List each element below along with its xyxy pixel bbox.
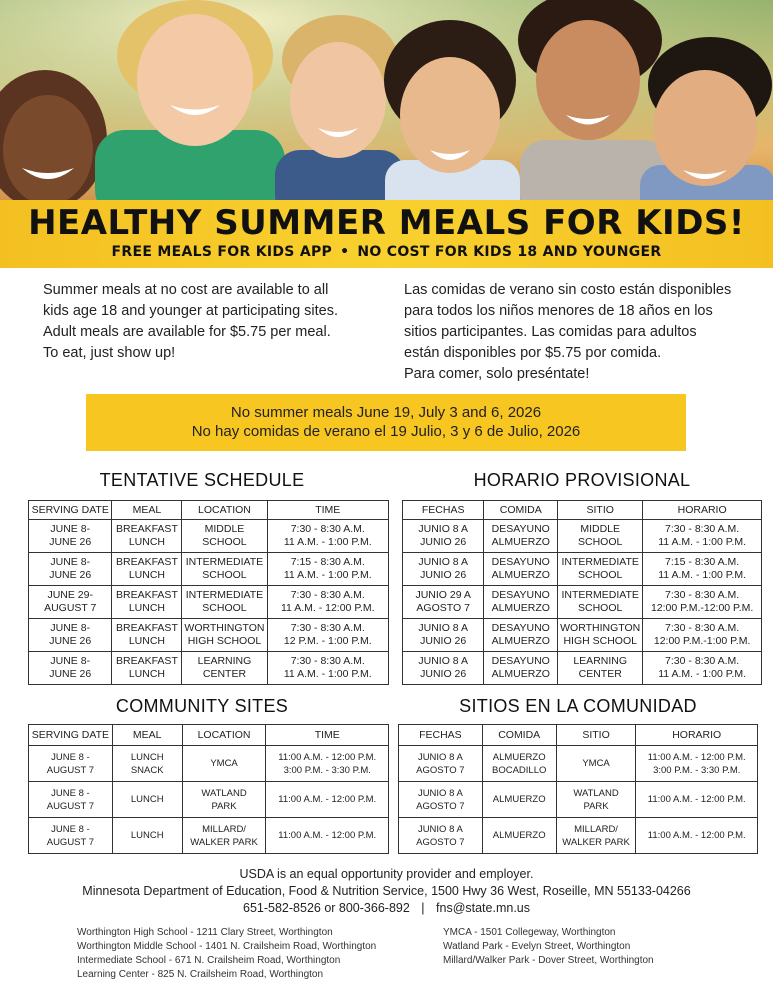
cell-line: LEARNING <box>573 655 628 667</box>
sitios-comunidad-title: SITIOS EN LA COMUNIDAD <box>459 696 697 716</box>
cell-meal <box>112 818 182 854</box>
cell-line: 11 A.M. - 1:00 P.M. <box>283 536 372 548</box>
cell-date <box>403 520 484 553</box>
cell-line: SNACK <box>130 764 164 776</box>
cell-line: WORTHINGTON <box>560 622 641 634</box>
cell-meal <box>484 619 558 652</box>
cell-date <box>399 818 483 854</box>
cell-line: JUNIO 8 A <box>417 751 463 763</box>
cell-time <box>266 782 389 818</box>
park-addresses <box>443 926 654 968</box>
column-header-time: HORARIO <box>643 501 762 520</box>
intro-line: Para comer, solo preséntate! <box>404 366 590 382</box>
table-row <box>403 553 762 586</box>
cell-line: SCHOOL <box>578 602 623 614</box>
cell-line: SCHOOL <box>578 569 623 581</box>
column-header-location: SITIO <box>556 725 636 746</box>
subtitle-left: FREE MEALS FOR KIDS APP <box>111 244 333 260</box>
cell-line: JUNE 8 - <box>51 751 90 763</box>
cell-line: AUGUST 7 <box>46 800 95 812</box>
cell-line: 7:30 - 8:30 A.M. <box>290 622 365 634</box>
cell-meal <box>484 553 558 586</box>
cell-line: AGOSTO 7 <box>416 602 470 614</box>
sitios-comunidad-table <box>398 724 758 854</box>
cell-location <box>182 818 266 854</box>
cell-line: ALMUERZO <box>491 536 550 548</box>
cell-line: 11 A.M. - 1:00 P.M. <box>658 668 746 680</box>
cell-line: DESAYUNO <box>491 622 550 634</box>
cell-line: DESAYUNO <box>491 589 550 601</box>
cell-line: CENTER <box>578 668 622 680</box>
intro-line: Las comidas de verano sin costo están disponibles <box>404 282 732 298</box>
cell-meal <box>112 619 182 652</box>
horario-provisional-title: HORARIO PROVISIONAL <box>473 470 691 490</box>
cell-date <box>29 619 112 652</box>
cell-date <box>29 746 113 782</box>
cell-line: 12:00 P.M.-1:00 P.M. <box>653 635 751 647</box>
address-line: Intermediate School - 671 N. Crailsheim Road, Worthington <box>77 955 341 966</box>
cell-line: INTERMEDIATE <box>185 589 264 601</box>
cell-location <box>182 586 267 619</box>
column-header-meal: MEAL <box>112 501 182 520</box>
cell-time <box>643 586 762 619</box>
table-row <box>29 619 389 652</box>
cell-meal <box>112 520 182 553</box>
cell-line: SCHOOL <box>202 536 247 548</box>
table-row <box>403 520 762 553</box>
cell-line: JUNIO 8 A <box>418 622 468 634</box>
cell-date <box>29 586 112 619</box>
column-header-date: FECHAS <box>399 725 483 746</box>
cell-line: LUNCH <box>128 536 166 548</box>
table-row <box>403 619 762 652</box>
column-header-location: LOCATION <box>182 501 267 520</box>
cell-line: 7:30 - 8:30 A.M. <box>290 523 365 535</box>
table-row <box>403 652 762 685</box>
cell-line: WATLAND <box>573 787 619 799</box>
cell-date <box>29 652 112 685</box>
cell-line: MILLARD/ <box>202 823 246 835</box>
cell-time <box>643 553 762 586</box>
cell-line: ALMUERZO <box>491 635 550 647</box>
cell-line: WALKER PARK <box>562 836 630 848</box>
children-illustration <box>0 0 773 212</box>
cell-location <box>182 782 266 818</box>
address-line: Worthington High School - 1211 Clary Street, Worthington <box>77 927 333 938</box>
cell-meal <box>482 782 556 818</box>
intro-line: To eat, just show up! <box>43 345 176 361</box>
subtitle-separator: • <box>340 244 350 260</box>
column-header-date: FECHAS <box>403 501 484 520</box>
cell-date <box>399 746 483 782</box>
cell-line: JUNIO 8 A <box>417 787 463 799</box>
email-address: fns@state.mn.us <box>436 901 530 915</box>
table-row <box>29 782 389 818</box>
school-addresses <box>77 926 376 982</box>
cell-line: JUNE 8 - <box>51 787 90 799</box>
cell-location <box>556 782 636 818</box>
cell-line: AUGUST 7 <box>46 836 95 848</box>
cell-line: 7:30 - 8:30 A.M. <box>290 655 365 667</box>
community-sites-table <box>28 724 389 854</box>
cell-line: 11 A.M. - 12:00 P.M. <box>280 602 375 614</box>
table-header-row <box>399 725 758 746</box>
cell-line: MIDDLE <box>204 523 245 535</box>
cell-line: 7:30 - 8:30 A.M. <box>665 622 740 634</box>
table-row <box>29 553 389 586</box>
cell-date <box>29 553 112 586</box>
cell-line: AGOSTO 7 <box>416 836 465 848</box>
cell-line: HIGH SCHOOL <box>563 635 637 647</box>
cell-time <box>266 818 389 854</box>
subtitle <box>0 244 773 260</box>
cell-time <box>267 619 388 652</box>
table-row <box>29 652 389 685</box>
cell-line: JUNE 26 <box>49 635 92 647</box>
intro-line: están disponibles por $5.75 por comida. <box>404 345 662 361</box>
cell-line: ALMUERZO <box>491 668 550 680</box>
cell-meal <box>112 782 182 818</box>
table-row <box>403 586 762 619</box>
cell-line: LUNCH <box>128 569 166 581</box>
cell-line: JUNE 8- <box>50 556 91 568</box>
cell-line: 7:30 - 8:30 A.M. <box>290 589 365 601</box>
cell-location <box>558 619 643 652</box>
cell-line: LUNCH <box>130 751 164 763</box>
intro-line: sitios participantes. Las comidas para adultos <box>404 324 697 340</box>
cell-line: 11:00 A.M. - 12:00 P.M. <box>278 830 377 841</box>
cell-location <box>556 746 636 782</box>
table-row <box>399 746 758 782</box>
cell-line: BOCADILLO <box>492 764 547 776</box>
notice-english: No summer meals June 19, July 3 and 6, 2026 <box>230 404 542 421</box>
usda-statement: USDA is an equal opportunity provider and employer. <box>239 867 534 881</box>
cell-line: JUNIO 29 A <box>415 589 471 601</box>
cell-location <box>558 553 643 586</box>
cell-line: 11:00 A.M. - 12:00 P.M. <box>647 794 746 805</box>
cell-time <box>643 652 762 685</box>
cell-date <box>29 818 113 854</box>
cell-line: ALMUERZO <box>491 602 550 614</box>
cell-line: 7:30 - 8:30 A.M. <box>665 523 740 535</box>
cell-line: SCHOOL <box>202 569 247 581</box>
table-row <box>29 586 389 619</box>
cell-location <box>182 746 266 782</box>
cell-line: BREAKFAST <box>116 556 178 568</box>
cell-line: JUNIO 26 <box>420 635 467 647</box>
cell-time <box>267 652 388 685</box>
cell-location <box>558 520 643 553</box>
cell-line: 11 A.M. - 1:00 P.M. <box>658 536 746 548</box>
cell-line: JUNIO 8 A <box>418 556 468 568</box>
intro-english <box>43 280 368 364</box>
cell-line: 7:15 - 8:30 A.M. <box>665 556 740 568</box>
hero-photo <box>0 0 773 212</box>
cell-meal <box>482 818 556 854</box>
cell-meal <box>112 652 182 685</box>
address-line: Worthington Middle School - 1401 N. Crailsheim Road, Worthington <box>77 941 377 952</box>
cell-date <box>29 782 113 818</box>
cell-line: ALMUERZO <box>491 569 550 581</box>
cell-line: BREAKFAST <box>116 655 178 667</box>
cell-time <box>267 520 388 553</box>
cell-date <box>403 553 484 586</box>
community-sites-title: COMMUNITY SITES <box>115 696 289 716</box>
column-header-time: HORARIO <box>636 725 758 746</box>
contact-separator: | <box>421 901 425 915</box>
cell-line: 11 A.M. - 1:00 P.M. <box>283 569 372 581</box>
cell-meal <box>484 652 558 685</box>
cell-line: INTERMEDIATE <box>561 556 639 568</box>
column-header-meal: COMIDA <box>484 501 558 520</box>
cell-line: WORTHINGTON <box>184 622 265 634</box>
cell-date <box>403 586 484 619</box>
cell-line: AGOSTO 7 <box>416 800 465 812</box>
cell-line: 11:00 A.M. - 12:00 P.M. <box>647 830 746 841</box>
cell-line: JUNE 26 <box>49 668 92 680</box>
cell-line: ALMUERZO <box>492 830 546 841</box>
cell-line: BREAKFAST <box>116 523 178 535</box>
cell-line: 11:00 A.M. - 12:00 P.M. <box>278 751 377 763</box>
cell-line: LUNCH <box>130 794 164 805</box>
cell-line: MIDDLE <box>580 523 621 535</box>
cell-line: INTERMEDIATE <box>561 589 639 601</box>
mde-address: Minnesota Department of Education, Food & Nutrition Service, 1500 Hwy 36 West, Roseille, MN 55133-04266 <box>82 884 691 898</box>
column-header-location: LOCATION <box>182 725 266 746</box>
cell-line: JUNE 8- <box>50 622 91 634</box>
cell-date <box>399 782 483 818</box>
cell-line: SCHOOL <box>202 602 247 614</box>
intro-line: kids age 18 and younger at participating sites. <box>43 303 339 319</box>
cell-meal <box>112 586 182 619</box>
cell-line: LEARNING <box>197 655 252 667</box>
cell-time <box>636 746 758 782</box>
cell-line: YMCA <box>582 758 610 769</box>
cell-line: ALMUERZO <box>492 751 546 763</box>
cell-line: 7:30 - 8:30 A.M. <box>665 655 740 667</box>
cell-line: LUNCH <box>130 830 164 841</box>
column-header-time: TIME <box>267 501 388 520</box>
horario-provisional-table <box>402 500 762 685</box>
cell-time <box>643 520 762 553</box>
table-header-row <box>29 725 389 746</box>
address-line: Watland Park - Evelyn Street, Worthington <box>443 941 631 952</box>
cell-meal <box>482 746 556 782</box>
cell-line: JUNE 8 - <box>51 823 90 835</box>
table-row <box>29 520 389 553</box>
cell-line: WATLAND <box>201 787 247 799</box>
cell-location <box>558 652 643 685</box>
cell-time <box>267 553 388 586</box>
cell-line: BREAKFAST <box>116 589 178 601</box>
cell-location <box>182 652 267 685</box>
address-line: Learning Center - 825 N. Crailsheim Road, Worthington <box>77 969 324 980</box>
cell-time <box>266 746 389 782</box>
closure-notice <box>86 394 686 451</box>
cell-line: WALKER PARK <box>190 836 258 848</box>
cell-line: LUNCH <box>128 602 166 614</box>
cell-line: DESAYUNO <box>491 556 550 568</box>
cell-line: 11 A.M. - 1:00 P.M. <box>658 569 746 581</box>
cell-line: 11:00 A.M. - 12:00 P.M. <box>278 794 377 805</box>
column-header-location: SITIO <box>558 501 643 520</box>
tentative-schedule-table <box>28 500 389 685</box>
cell-line: JUNIO 26 <box>420 668 467 680</box>
cell-meal <box>112 746 182 782</box>
intro-line: Adult meals are available for $5.75 per meal. <box>43 324 331 340</box>
cell-line: JUNIO 8 A <box>417 823 463 835</box>
table-row <box>399 782 758 818</box>
cell-line: AGOSTO 7 <box>416 764 465 776</box>
cell-line: 11:00 A.M. - 12:00 P.M. <box>647 751 746 763</box>
phone-numbers: 651-582-8526 or 800-366-892 <box>243 901 410 915</box>
cell-line: 7:30 - 8:30 A.M. <box>665 589 740 601</box>
cell-line: JUNE 8- <box>50 655 91 667</box>
cell-line: JUNE 29- <box>47 589 93 601</box>
cell-location <box>182 520 267 553</box>
cell-line: JUNE 8- <box>50 523 91 535</box>
intro-spanish <box>404 280 759 385</box>
cell-line: 3:00 P.M. - 3:30 P.M. <box>653 764 741 776</box>
cell-line: CENTER <box>202 668 247 680</box>
column-header-meal: COMIDA <box>482 725 556 746</box>
cell-line: JUNE 26 <box>49 536 92 548</box>
cell-location <box>556 818 636 854</box>
cell-line: DESAYUNO <box>491 523 550 535</box>
cell-line: JUNIO 26 <box>420 569 467 581</box>
intro-line: Summer meals at no cost are available to all <box>43 282 329 298</box>
cell-meal <box>484 520 558 553</box>
address-line: Millard/Walker Park - Dover Street, Worthington <box>443 955 654 966</box>
column-header-time: TIME <box>266 725 389 746</box>
cell-line: 7:15 - 8:30 A.M. <box>290 556 365 568</box>
cell-location <box>182 619 267 652</box>
table-header-row <box>403 501 762 520</box>
cell-line: 3:00 P.M. - 3:30 P.M. <box>283 764 371 776</box>
cell-location <box>182 553 267 586</box>
main-title: HEALTHY SUMMER MEALS FOR KIDS! <box>28 203 745 243</box>
table-header-row <box>29 501 389 520</box>
cell-location <box>558 586 643 619</box>
cell-line: LUNCH <box>128 668 166 680</box>
cell-meal <box>484 586 558 619</box>
cell-line: AUGUST 7 <box>44 602 97 614</box>
cell-line: LUNCH <box>128 635 166 647</box>
cell-line: ALMUERZO <box>492 794 546 805</box>
intro-line: para todos los niños menores de 18 años en los <box>404 303 713 319</box>
cell-line: 12:00 P.M.-12:00 P.M. <box>650 602 754 614</box>
cell-line: SCHOOL <box>578 536 623 548</box>
address-line: YMCA - 1501 Collegeway, Worthington <box>443 927 616 938</box>
cell-line: JUNIO 8 A <box>418 523 468 535</box>
cell-line: JUNIO 8 A <box>418 655 468 667</box>
column-header-meal: MEAL <box>112 725 182 746</box>
notice-spanish: No hay comidas de verano el 19 Julio, 3 y 6 de Julio, 2026 <box>191 423 581 440</box>
column-header-date: SERVING DATE <box>29 501 112 520</box>
cell-line: PARK <box>583 800 609 812</box>
cell-line: 12 P.M. - 1:00 P.M. <box>283 635 372 647</box>
cell-line: YMCA <box>210 758 238 769</box>
cell-line: 11 A.M. - 1:00 P.M. <box>283 668 372 680</box>
contact-line <box>0 901 773 915</box>
cell-line: PARK <box>211 800 237 812</box>
column-header-date: SERVING DATE <box>29 725 113 746</box>
cell-line: JUNE 26 <box>49 569 92 581</box>
cell-line: DESAYUNO <box>491 655 550 667</box>
cell-time <box>267 586 388 619</box>
cell-line: JUNIO 26 <box>420 536 467 548</box>
table-row <box>29 746 389 782</box>
cell-time <box>636 782 758 818</box>
cell-meal <box>112 553 182 586</box>
table-row <box>399 818 758 854</box>
cell-line: MILLARD/ <box>574 823 618 835</box>
table-row <box>29 818 389 854</box>
cell-time <box>636 818 758 854</box>
cell-date <box>403 619 484 652</box>
cell-line: BREAKFAST <box>116 622 178 634</box>
cell-date <box>29 520 112 553</box>
cell-line: INTERMEDIATE <box>185 556 264 568</box>
subtitle-right: NO COST FOR KIDS 18 AND YOUNGER <box>357 244 662 260</box>
cell-line: AUGUST 7 <box>46 764 95 776</box>
cell-line: HIGH SCHOOL <box>187 635 262 647</box>
cell-time <box>643 619 762 652</box>
tentative-schedule-title: TENTATIVE SCHEDULE <box>99 470 305 490</box>
cell-date <box>403 652 484 685</box>
